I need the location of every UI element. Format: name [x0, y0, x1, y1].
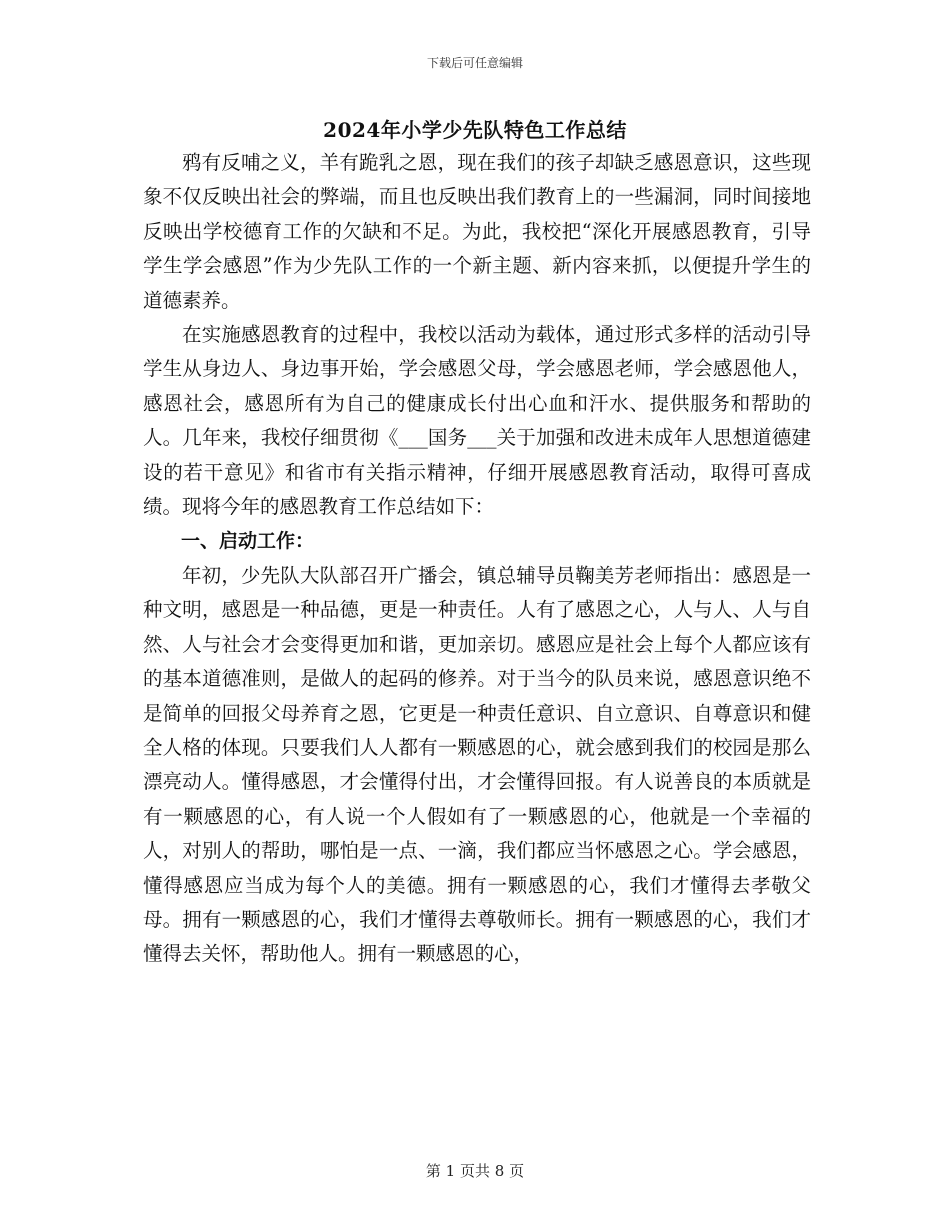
page-indicator: 第 1 页共 8 页: [425, 1162, 525, 1180]
document-title: 2024年小学少先队特色工作总结: [323, 118, 627, 142]
document-body: [143, 146, 811, 972]
section-heading-startup: 一、启动工作：: [181, 530, 315, 553]
header-note: 下载后可任意编辑: [426, 56, 523, 70]
intro-paragraph: 鸦有反哺之义，羊有跪乳之恩，现在我们的孩子却缺乏感恩意识，这些现象不仅反映出社会的弊端，而且也反映出我们教育上的一些漏洞，同时间接地反映出学校德育工作的欠缺和不足。为此，我校把“深化开展感恩教育，引导学生学会感恩”作为少先队工作的一个新主题、新内容来抓，以便提升学生的道德素养。: [143, 151, 811, 312]
overview-paragraph: 在实施感恩教育的过程中，我校以活动为载体，通过形式多样的活动引导学生从身边人、身边事开始，学会感恩父母，学会感恩老师，学会感恩他人，感恩社会，感恩所有为自己的健康成长付出心血和汗水、提供服务和帮助的人。几年来，我校仔细贯彻《___国务___关于加强和改进未成年人思想道德建设的若干意见》和省市有关指示精神，仔细开展感恩教育活动，取得可喜成绩。现将今年的感恩教育工作总结如下：: [143, 323, 811, 519]
startup-paragraph: 年初，少先队大队部召开广播会，镇总辅导员鞠美芳老师指出：感恩是一种文明，感恩是一种品德，更是一种责任。人有了感恩之心，人与人、人与自然、人与社会才会变得更加和谐，更加亲切。感恩应是社会上每个人都应该有的基本道德准则，是做人的起码的修养。对于当今的队员来说，感恩意识绝不是简单的回报父母养育之恩，它更是一种责任意识、自立意识、自尊意识和健全人格的体现。只要我们人人都有一颗感恩的心，就会感到我们的校园是那么漂亮动人。懂得感恩，才会懂得付出，才会懂得回报。有人说善良的本质就是有一颗感恩的心，有人说一个人假如有了一颗感恩的心，他就是一个幸福的人，对别人的帮助，哪怕是一点、一滴，我们都应当怀感恩之心。学会感恩，懂得感恩应当成为每个人的美德。拥有一颗感恩的心，我们才懂得去孝敬父母。拥有一颗感恩的心，我们才懂得去尊敬师长。拥有一颗感恩的心，我们才懂得去关怀，帮助他人。拥有一颗感恩的心，: [143, 563, 811, 966]
